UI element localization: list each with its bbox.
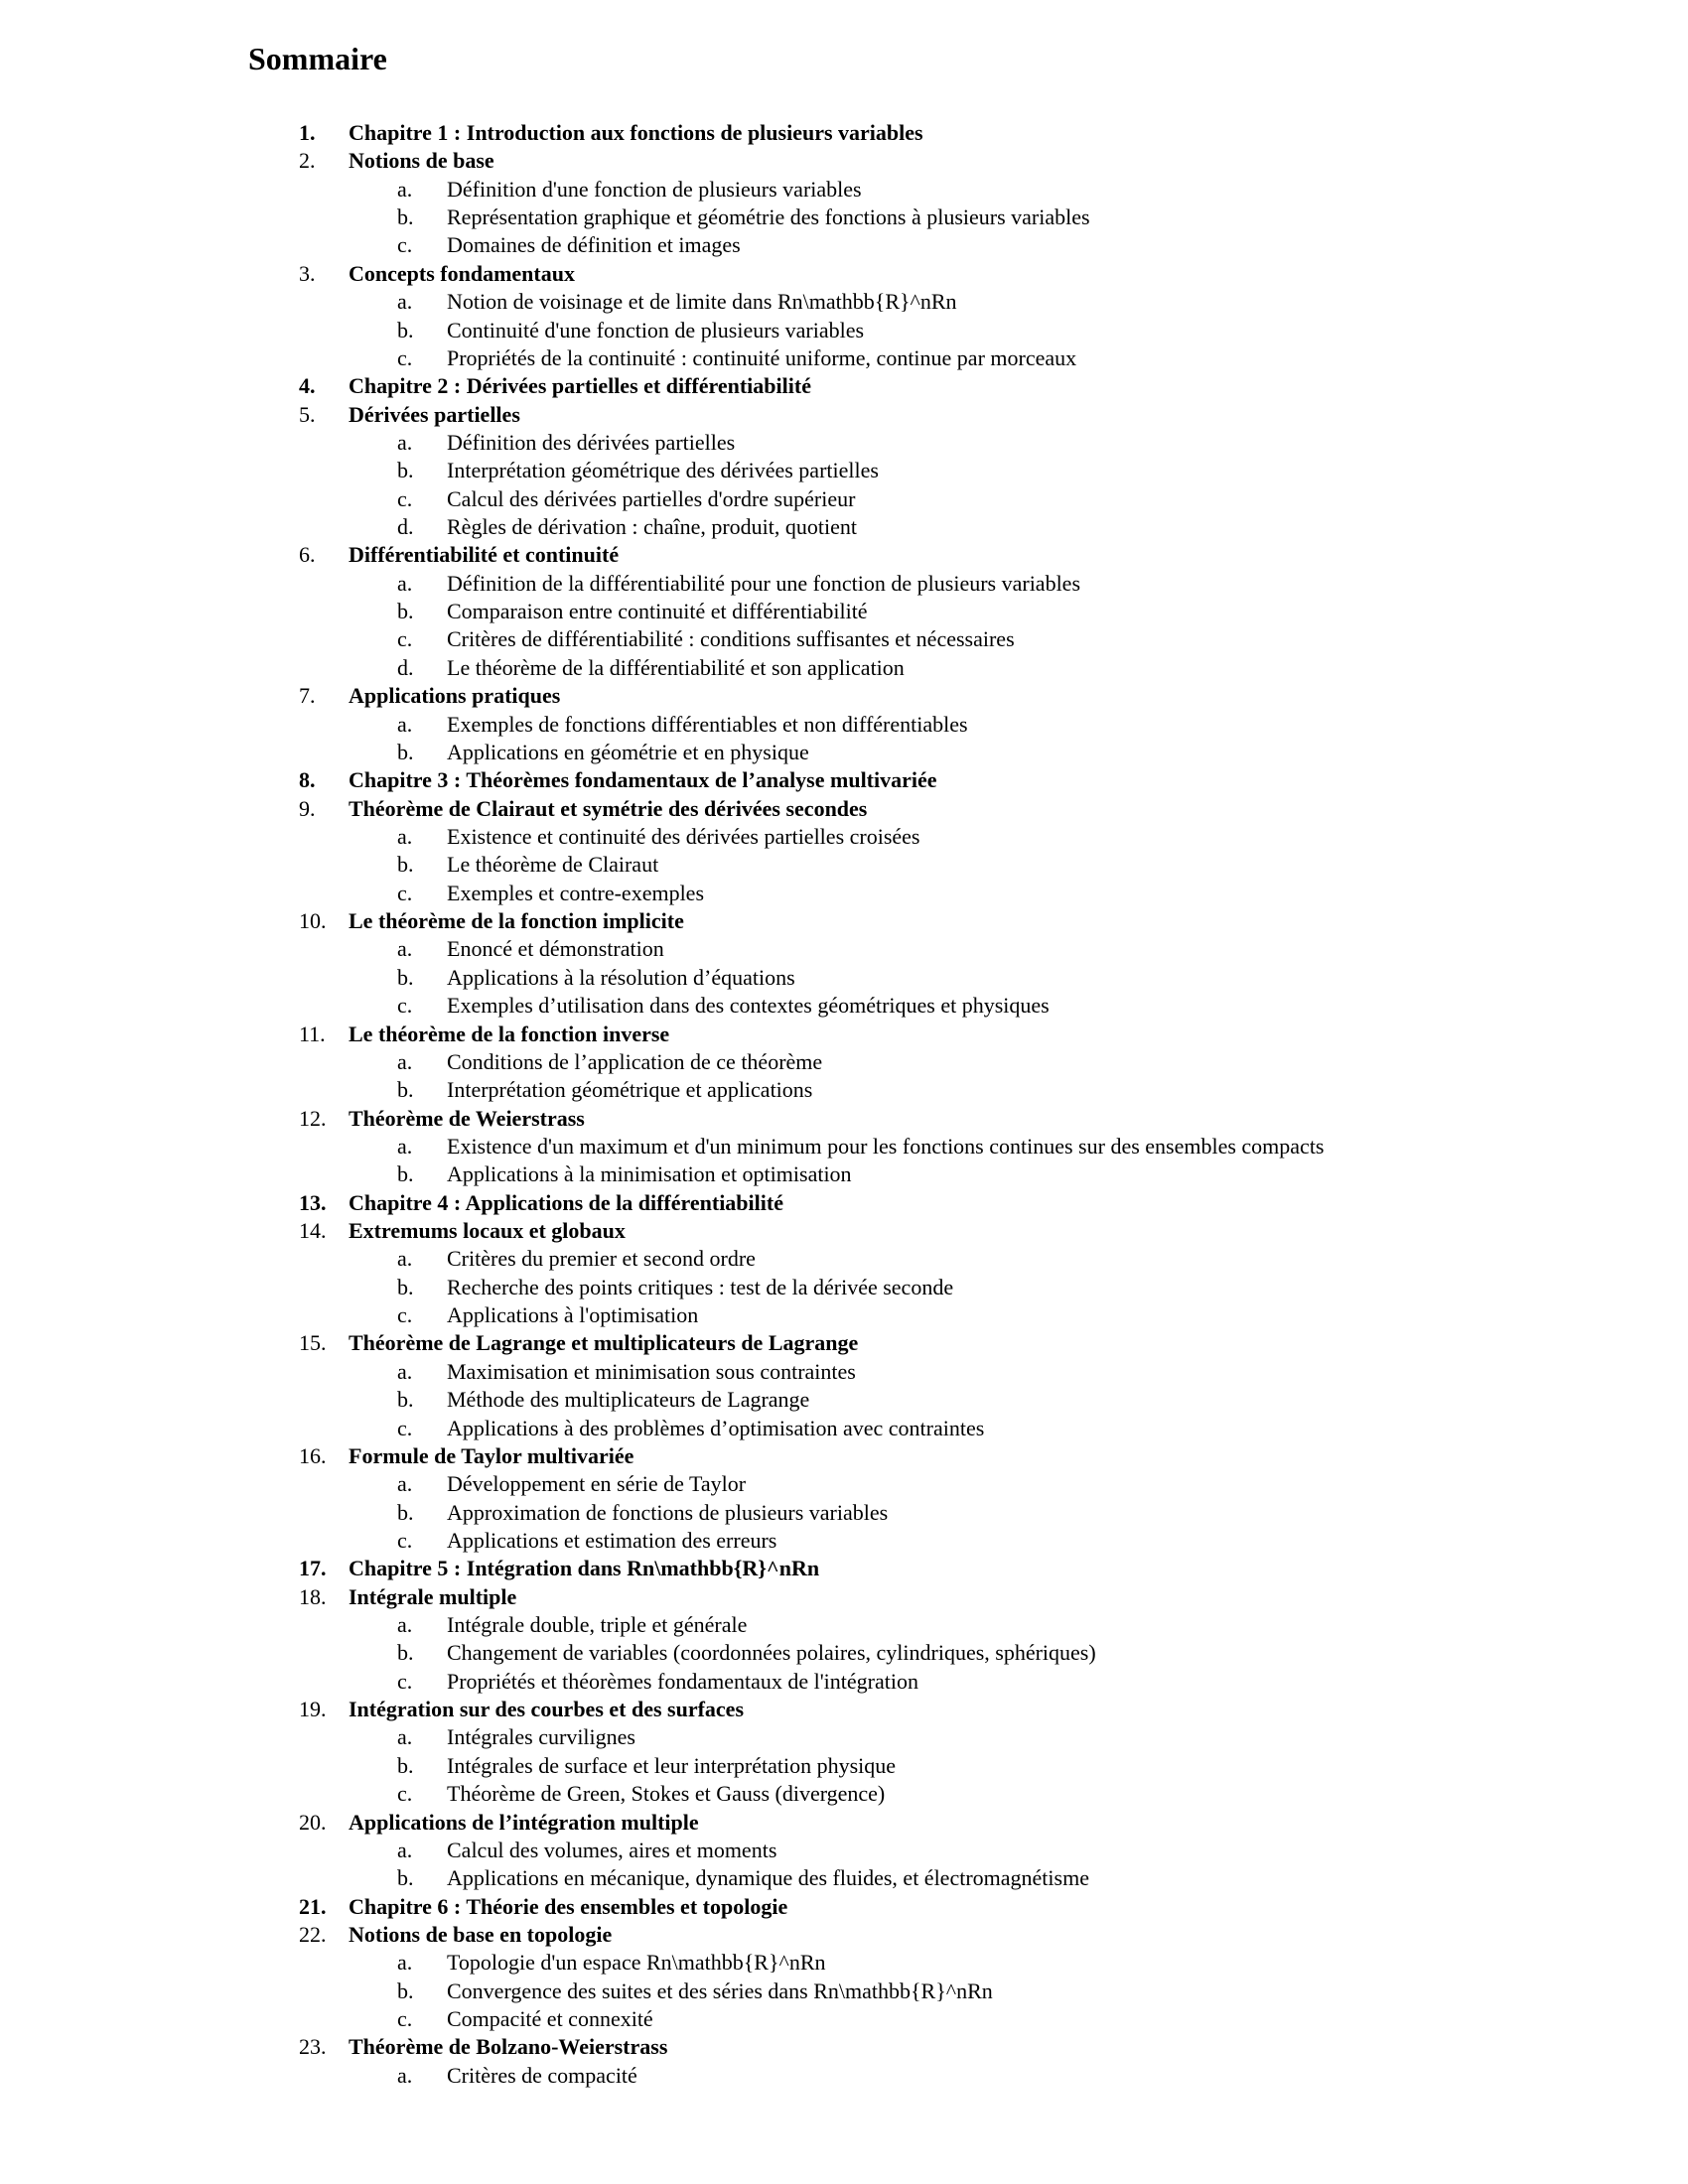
toc-item-title: Chapitre 5 : Intégration dans Rn\mathbb{R}^nRn [349,1556,820,1581]
toc-subitem [397,570,1350,598]
toc-subitem-text: Calcul des volumes, aires et moments [447,1837,777,1862]
toc-subitem [397,231,1350,259]
toc-item-number: 6. [299,542,316,568]
toc-subitem-text: Enoncé et démonstration [447,936,664,962]
toc-subitem-list [349,570,1688,682]
toc-subitem [397,1780,1350,1808]
toc-item-title: Chapitre 6 : Théorie des ensembles et topologie [349,1893,788,1919]
toc-section [0,2033,1688,2090]
toc-subitem-text: Applications à la minimisation et optimisation [447,1161,852,1187]
toc-subitem-text: Maximisation et minimisation sous contraintes [447,1358,856,1384]
toc-subitem-letter: c. [397,993,413,1019]
toc-subitem-list [349,1611,1688,1696]
toc-subitem [397,1949,1350,1977]
toc-subitem [397,344,1350,372]
toc-chapter-heading [0,1189,1688,1217]
toc-section [0,1696,1688,1808]
toc-item-title: Chapitre 2 : Dérivées partielles et différentiabilité [349,373,811,399]
toc-item-title: Intégration sur des courbes et des surfaces [349,1697,745,1722]
toc-subitem-list [349,1358,1688,1442]
toc-section [0,1809,1688,1893]
toc-subitem-letter: a. [397,289,413,315]
toc-subitem [397,2062,1350,2090]
toc-item-number: 13. [299,1189,327,1215]
toc-section [0,795,1688,907]
toc-subitem-letter: b. [397,317,414,342]
toc-subitem-text: Existence d'un maximum et d'un minimum pour les fonctions continues sur des ensembles compacts [447,1133,1325,1159]
toc-subitem-letter: a. [397,429,413,455]
toc-item-number: 8. [299,767,316,793]
toc-subitem-letter: b. [397,1865,414,1891]
toc-chapter-heading [0,1555,1688,1582]
toc-subitem-letter: b. [397,964,414,990]
toc-subitem [397,1470,1350,1498]
toc-subitem-list [349,1949,1688,2033]
toc-subitem-text: Développement en série de Taylor [447,1471,747,1497]
toc-subitem [397,1499,1350,1527]
toc-item-title: Théorème de Bolzano-Weierstrass [349,2034,668,2060]
toc-section [0,260,1688,372]
toc-subitem-letter: c. [397,1781,413,1807]
toc-subitem-letter: c. [397,1668,413,1694]
toc-subitem-letter: b. [397,1387,414,1413]
toc-subitem-letter: a. [397,1837,413,1862]
toc-subitem-text: Applications en mécanique, dynamique des fluides, et électromagnétisme [447,1865,1089,1891]
toc-chapter-heading [0,372,1688,400]
toc-subitem [397,851,1350,879]
toc-subitem-letter: b. [397,1077,414,1103]
toc-subitem-text: Convergence des suites et des séries dans Rn\mathbb{R}^nRn [447,1978,993,2003]
toc-subitem-text: Méthode des multiplicateurs de Lagrange [447,1387,810,1413]
toc-subitem [397,598,1350,625]
toc-subitem-text: Applications à la résolution d’équations [447,964,795,990]
toc-subitem-list [349,176,1688,260]
toc-subitem-text: Définition d'une fonction de plusieurs variables [447,176,862,202]
toc-item-title: Chapitre 1 : Introduction aux fonctions de plusieurs variables [349,120,923,145]
toc-subitem-letter: a. [397,823,413,849]
toc-section [0,1329,1688,1441]
toc-subitem-text: Intégrale double, triple et générale [447,1612,748,1638]
toc-subitem [397,429,1350,457]
toc-subitem-text: Domaines de définition et images [447,232,741,258]
toc-section [0,1217,1688,1329]
toc-subitem-text: Topologie d'un espace Rn\mathbb{R}^nRn [447,1950,826,1976]
toc-subitem-letter: c. [397,344,413,370]
toc-subitem-list [349,429,1688,541]
toc-chapter-heading [0,119,1688,147]
toc-item-number: 12. [299,1105,327,1131]
toc-item-number: 1. [299,120,316,145]
toc-subitem-letter: b. [397,205,414,230]
toc-subitem-letter: b. [397,599,414,624]
toc-item-title: Intégrale multiple [349,1583,517,1609]
toc-item-number: 18. [299,1583,327,1609]
toc-subitem-text: Comparaison entre continuité et différentiabilité [447,599,868,624]
toc-subitem-letter: a. [397,1950,413,1976]
toc-subitem-letter: b. [397,1752,414,1778]
toc-subitem-letter: c. [397,2006,413,2032]
toc-subitem [397,176,1350,204]
toc-section [0,1921,1688,2033]
toc-section [0,1105,1688,1189]
toc-subitem-text: Exemples et contre-exemples [447,880,705,905]
toc-item-title: Chapitre 4 : Applications de la différentiabilité [349,1189,783,1215]
toc-subitem-text: Définition de la différentiabilité pour une fonction de plusieurs variables [447,570,1081,596]
toc-subitem-text: Calcul des dérivées partielles d'ordre supérieur [447,485,856,511]
toc-item-title: Notions de base [349,148,494,174]
toc-subitem-text: Changement de variables (coordonnées polaires, cylindriques, sphériques) [447,1640,1096,1666]
toc-subitem [397,711,1350,739]
toc-item-number: 23. [299,2034,327,2060]
toc-item-title: Le théorème de la fonction inverse [349,1021,670,1046]
toc-subitem-letter: c. [397,485,413,511]
toc-item-title: Concepts fondamentaux [349,260,575,286]
toc-subitem-list [349,935,1688,1020]
toc-subitem-text: Interprétation géométrique et applications [447,1077,813,1103]
toc-subitem [397,992,1350,1020]
toc-item-number: 22. [299,1922,327,1947]
toc-subitem [397,1301,1350,1329]
toc-subitem-text: Notion de voisinage et de limite dans Rn\mathbb{R}^nRn [447,289,957,315]
toc-item-number: 20. [299,1809,327,1835]
toc-subitem-text: Intégrales de surface et leur interprétation physique [447,1752,897,1778]
toc-subitem-letter: c. [397,1302,413,1328]
toc-subitem [397,485,1350,513]
toc-subitem [397,513,1350,541]
toc-subitem [397,1245,1350,1273]
toc-item-title: Applications de l’intégration multiple [349,1809,699,1835]
toc-subitem [397,317,1350,344]
toc-subitem-list [349,288,1688,372]
toc-subitem-letter: d. [397,514,414,540]
toc-subitem [397,457,1350,484]
toc-subitem [397,1978,1350,2005]
toc-subitem-letter: b. [397,852,414,878]
toc-item-title: Chapitre 3 : Théorèmes fondamentaux de l’analyse multivariée [349,767,937,793]
toc-item-number: 5. [299,401,316,427]
toc-subitem-list [349,2062,1688,2090]
toc-chapter-heading [0,1893,1688,1921]
toc-item-number: 17. [299,1556,327,1581]
toc-subitem-text: Critères du premier et second ordre [447,1246,756,1272]
toc-subitem-text: Règles de dérivation : chaîne, produit, quotient [447,514,858,540]
toc-section [0,1583,1688,1696]
toc-subitem-letter: b. [397,739,414,764]
toc-subitem [397,823,1350,851]
toc-subitem-text: Le théorème de Clairaut [447,852,659,878]
toc-subitem [397,1386,1350,1414]
toc-subitem-list [349,823,1688,907]
toc-subitem [397,1358,1350,1386]
toc-subitem-letter: b. [397,1978,414,2003]
toc-subitem [397,1048,1350,1076]
toc-subitem-text: Applications à l'optimisation [447,1302,699,1328]
toc-subitem-text: Propriétés et théorèmes fondamentaux de l'intégration [447,1668,918,1694]
toc-subitem-list [349,1470,1688,1555]
toc-item-number: 4. [299,373,316,399]
toc-subitem-text: Applications à des problèmes d’optimisation avec contraintes [447,1415,985,1440]
toc-section [0,682,1688,766]
toc-subitem-list [349,1837,1688,1893]
toc-subitem-text: Approximation de fonctions de plusieurs variables [447,1499,889,1525]
toc-item-number: 21. [299,1893,327,1919]
toc-subitem-letter: c. [397,232,413,258]
toc-item-number: 11. [299,1021,326,1046]
toc-subitem-letter: a. [397,176,413,202]
toc-item-number: 3. [299,260,316,286]
toc-item-number: 14. [299,1218,327,1244]
toc-item-title: Dérivées partielles [349,401,520,427]
toc-subitem [397,1723,1350,1751]
toc-subitem-letter: a. [397,711,413,737]
toc-subitem-text: Intégrales curvilignes [447,1724,635,1750]
toc-subitem-letter: a. [397,1246,413,1272]
toc-subitem-list [349,1723,1688,1808]
toc-subitem-letter: a. [397,936,413,962]
toc-subitem [397,1668,1350,1696]
toc-subitem-letter: a. [397,1612,413,1638]
toc-subitem-text: Applications en géométrie et en physique [447,739,809,764]
toc-subitem-text: Existence et continuité des dérivées partielles croisées [447,823,920,849]
toc-subitem-letter: d. [397,654,414,680]
toc-item-title: Applications pratiques [349,683,561,709]
toc-subitem [397,1611,1350,1639]
toc-subitem [397,1864,1350,1892]
toc-subitem-text: Exemples d’utilisation dans des contextes géométriques et physiques [447,993,1050,1019]
toc-subitem [397,1837,1350,1864]
toc-subitem-letter: b. [397,1274,414,1299]
toc-item-title: Formule de Taylor multivariée [349,1442,634,1468]
toc-subitem-text: Compacité et connexité [447,2006,653,2032]
toc-subitem-text: Recherche des points critiques : test de la dérivée seconde [447,1274,954,1299]
toc-subitem-letter: a. [397,1471,413,1497]
toc-section [0,1021,1688,1105]
toc-subitem-letter: b. [397,1640,414,1666]
toc-subitem-letter: b. [397,458,414,483]
toc-subitem [397,739,1350,766]
toc-subitem-text: Critères de différentiabilité : conditions suffisantes et nécessaires [447,626,1015,652]
page-title: Sommaire [248,41,387,76]
toc-item-number: 9. [299,795,316,821]
toc-subitem [397,204,1350,231]
toc-subitem [397,1274,1350,1301]
toc-subitem [397,654,1350,682]
toc-subitem-text: Interprétation géométrique des dérivées partielles [447,458,879,483]
toc-section [0,907,1688,1020]
toc-chapter-heading [0,766,1688,794]
toc-item-number: 10. [299,908,327,934]
toc-subitem-text: Critères de compacité [447,2062,637,2088]
toc-item-number: 15. [299,1330,327,1356]
toc-subitem-text: Représentation graphique et géométrie des fonctions à plusieurs variables [447,205,1090,230]
toc-section [0,541,1688,682]
toc-subitem-letter: b. [397,1499,414,1525]
toc-subitem-letter: a. [397,1133,413,1159]
toc-subitem-text: Continuité d'une fonction de plusieurs variables [447,317,865,342]
toc-subitem-letter: c. [397,880,413,905]
toc-subitem-text: Propriétés de la continuité : continuité uniforme, continue par morceaux [447,344,1077,370]
toc-subitem-letter: b. [397,1161,414,1187]
toc-item-number: 2. [299,148,316,174]
toc-subitem-text: Le théorème de la différentiabilité et son application [447,654,905,680]
toc-subitem [397,288,1350,316]
toc-item-title: Différentiabilité et continuité [349,542,620,568]
toc-subitem-text: Applications et estimation des erreurs [447,1527,777,1553]
toc-subitem-list [349,1245,1688,1329]
toc-subitem [397,1752,1350,1780]
toc-subitem-text: Définition des dérivées partielles [447,429,736,455]
toc-subitem-letter: a. [397,2062,413,2088]
toc-item-number: 16. [299,1442,327,1468]
toc-subitem-list [349,711,1688,767]
toc-subitem-letter: a. [397,1724,413,1750]
toc-subitem-text: Exemples de fonctions différentiables et non différentiables [447,711,968,737]
toc-item-title: Notions de base en topologie [349,1922,613,1947]
toc-subitem [397,1133,1350,1160]
toc-section [0,401,1688,542]
toc-subitem-text: Théorème de Green, Stokes et Gauss (divergence) [447,1781,886,1807]
toc-subitem-letter: a. [397,1048,413,1074]
toc-section [0,1442,1688,1555]
toc-subitem [397,1527,1350,1555]
toc-subitem-letter: a. [397,1358,413,1384]
toc-subitem [397,935,1350,963]
toc-subitem-list [349,1048,1688,1105]
toc-subitem [397,1639,1350,1667]
toc-item-number: 7. [299,683,316,709]
toc-subitem [397,1160,1350,1188]
toc-subitem-letter: a. [397,570,413,596]
toc-subitem-letter: c. [397,1415,413,1440]
toc-item-title: Théorème de Weierstrass [349,1105,585,1131]
toc-subitem [397,2005,1350,2033]
toc-item-title: Le théorème de la fonction implicite [349,908,684,934]
toc-subitem [397,1415,1350,1442]
toc-item-title: Extremums locaux et globaux [349,1218,626,1244]
toc-subitem [397,625,1350,653]
table-of-contents [0,119,1688,2090]
toc-subitem-letter: c. [397,1527,413,1553]
toc-subitem-text: Conditions de l’application de ce théorème [447,1048,823,1074]
toc-subitem [397,964,1350,992]
toc-section [0,147,1688,259]
toc-item-title: Théorème de Clairaut et symétrie des dérivées secondes [349,795,868,821]
toc-subitem [397,880,1350,907]
toc-subitem-letter: c. [397,626,413,652]
toc-subitem-list [349,1133,1688,1189]
toc-item-number: 19. [299,1697,327,1722]
toc-subitem [397,1076,1350,1104]
toc-item-title: Théorème de Lagrange et multiplicateurs de Lagrange [349,1330,859,1356]
